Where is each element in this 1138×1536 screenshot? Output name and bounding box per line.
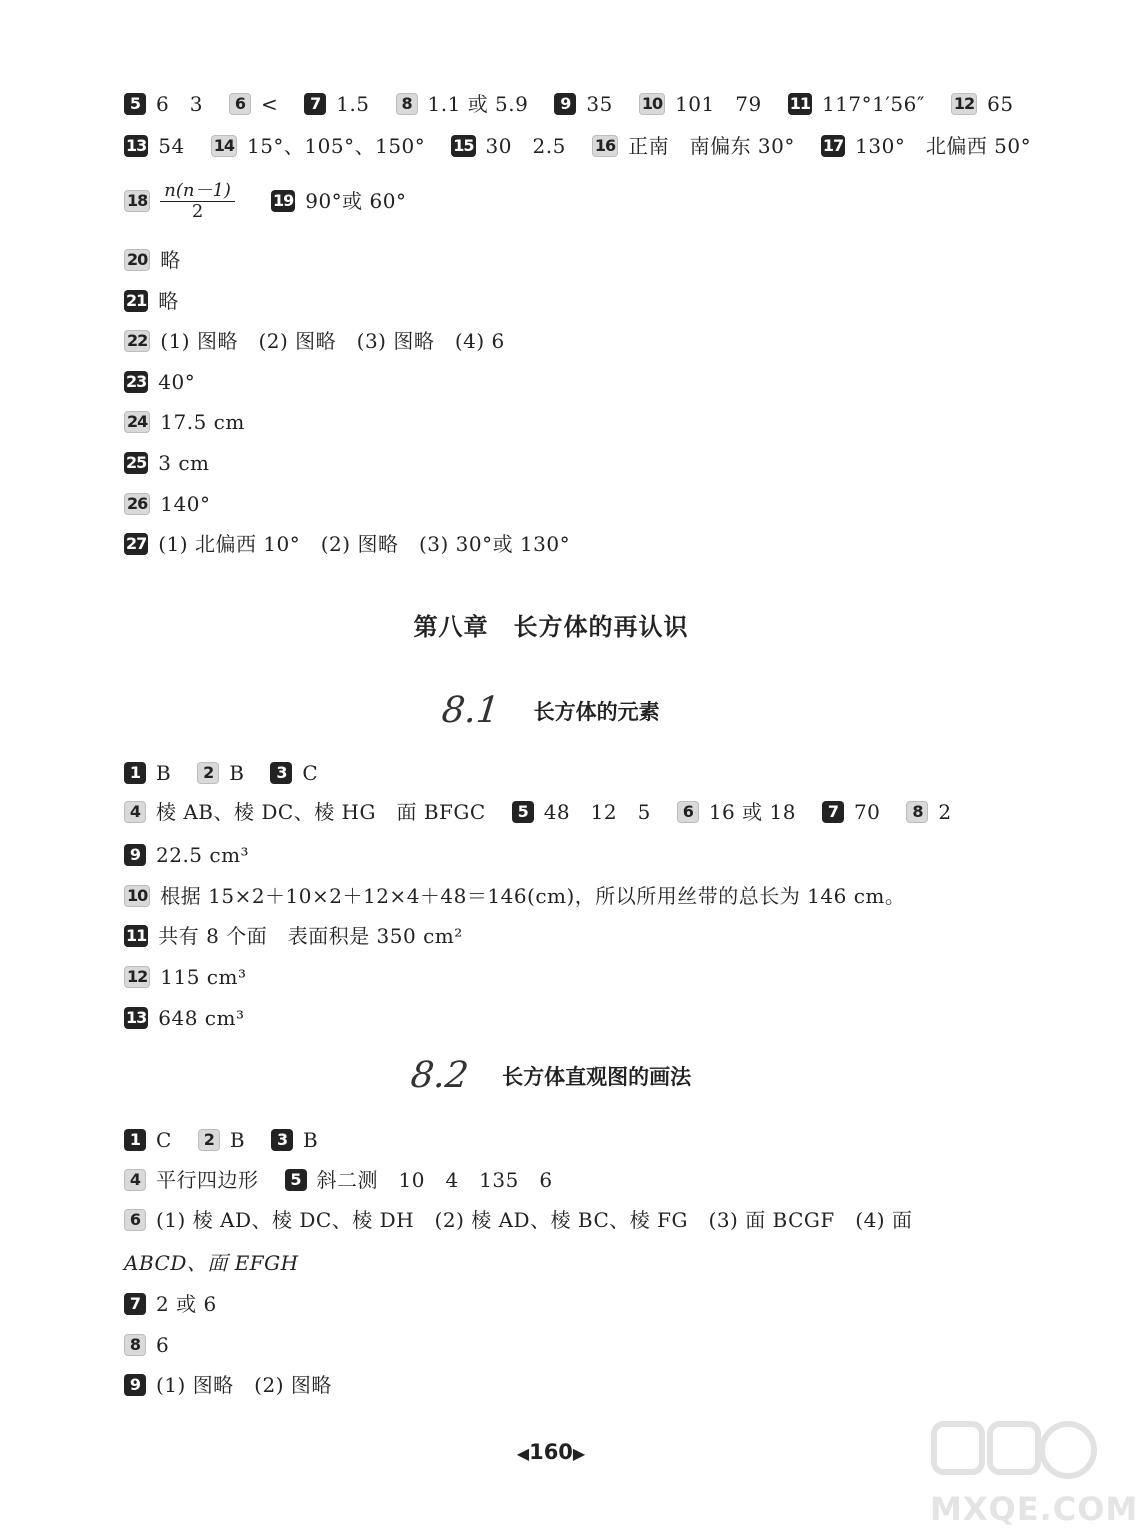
question-number-badge: 1 [124,1129,146,1151]
answer-item-5 [124,90,203,118]
answer-item-6 [229,90,278,118]
triangle-left-icon: ◀ [516,1443,530,1463]
question-number-badge: 8 [906,801,928,823]
section-heading-8-1 [0,690,1102,731]
answer-item-5 [285,1166,553,1194]
section-number: 8.1 [440,690,502,731]
answer-item-23 [124,368,195,396]
answer-item-7 [304,90,369,118]
answer-text: 平行四边形 [156,1168,259,1192]
question-number-badge: 17 [822,136,844,155]
answer-text: (1) 图略 (2) 图略 [156,1373,332,1397]
page-number-text: 160 [529,1440,573,1464]
question-number-badge: 8 [396,93,418,115]
answer-item-12 [951,90,1014,118]
answer-text: 117°1′56″ [821,92,925,116]
answer-item-10 [639,90,762,118]
section-title: 长方体的元素 [533,699,660,724]
answer-text: 648 cm³ [158,1005,245,1030]
answer-item-4 [124,1166,259,1194]
answer-item-1 [124,1126,172,1154]
answer-row-21 [124,287,1054,315]
answer-item-7 [124,1290,217,1318]
answer-text: 65 [987,92,1014,116]
answer-item-15 [451,132,566,160]
fraction [160,181,235,222]
answer-item-5 [512,798,651,826]
answer-text: 35 [586,92,613,116]
question-number-badge: 23 [126,371,147,391]
answer-text: 70 [853,800,881,824]
answer-text: 140° [160,491,211,516]
question-number-badge: 9 [124,1374,146,1396]
question-number-badge: 13 [126,1007,147,1027]
answer-item-16 [592,132,795,160]
question-number-badge: 9 [554,93,576,115]
answer-item-11 [788,90,925,118]
answer-item-4 [124,798,486,826]
question-number-badge: 19 [272,191,294,210]
question-number-badge: 9 [124,844,146,866]
answer-text: 115 cm³ [160,965,247,990]
answer-row-20 [124,246,1054,274]
section-title: 长方体直观图的画法 [502,1064,692,1089]
question-number-badge: 5 [285,1169,307,1191]
answer-item-10 [124,882,905,910]
answer-item-18 [124,181,235,222]
question-number-badge: 2 [198,1129,220,1151]
answer-text: B [303,1128,319,1152]
answer-item-3 [271,1126,318,1154]
question-number-badge: 2 [197,762,219,784]
section-number: 8.2 [408,1055,471,1096]
answer-text: 共有 8 个面 表面积是 350 cm² [158,924,463,949]
answer-text: 17.5 cm [160,410,245,435]
question-number-badge: 16 [592,135,618,157]
triangle-right-icon: ▶ [572,1443,586,1463]
answer-row-26 [124,490,1054,518]
question-number-badge: 24 [124,411,150,433]
answer-row-12 [124,963,1054,991]
answer-row-10 [124,882,1054,910]
answer-text: (1) 图略 (2) 图略 (3) 图略 (4) 6 [160,329,505,354]
question-number-badge: 4 [124,801,146,823]
answer-text: 2 或 6 [156,1292,217,1316]
answer-row-9 [124,841,1054,869]
answer-row-11 [124,922,1054,950]
answer-row-18-19 [124,178,1054,224]
answer-text: 正南 南偏东 30° [628,134,795,158]
question-number-badge: 7 [304,93,326,115]
answer-text: 斜二测 10 4 135 6 [316,1168,553,1192]
answer-item-24 [124,408,245,436]
answer-row-4-8 [124,798,1054,826]
answer-text: 54 [158,134,185,158]
section-heading-8-2 [0,1055,1102,1096]
answer-item-13 [124,132,185,160]
answer-row-9 [124,1371,1054,1399]
question-number-badge: 15 [453,136,474,155]
answer-item-8 [906,798,951,826]
answer-text: 略 [158,288,179,313]
answer-text: 2 [938,800,952,824]
question-number-badge: 10 [124,885,150,907]
question-number-badge: 21 [126,290,147,310]
answer-item-2 [198,1126,245,1154]
answer-row-1-3 [124,1126,1054,1154]
question-number-badge: 20 [124,249,150,271]
question-number-badge: 12 [951,93,977,115]
answer-text: 90°或 60° [305,189,407,213]
question-number-badge: 26 [124,493,150,515]
answer-item-6 [677,798,796,826]
question-number-badge: 13 [126,136,147,155]
answer-row-23 [124,368,1054,396]
answer-text: ABCD、面 EFGH [124,1251,299,1275]
question-number-badge: 7 [822,801,844,823]
question-number-badge: 12 [124,966,150,988]
answer-item-8 [124,1331,169,1359]
answer-item-21 [124,287,179,315]
question-number-badge: 11 [789,94,810,113]
question-number-badge: 6 [229,93,251,115]
answer-row-13-17 [124,132,1054,160]
answer-item-6 [124,1206,912,1234]
answer-text: C [302,761,319,785]
question-number-badge: 6 [677,801,699,823]
answer-text: C [156,1128,172,1152]
answer-row-4-5 [124,1166,1054,1194]
question-number-badge: 14 [211,135,237,157]
answer-item-9 [124,1371,332,1399]
answer-item-1 [124,759,171,787]
answer-item-13 [124,1004,244,1032]
answer-text: 6 [156,1332,170,1357]
answer-item-27 [124,530,570,558]
chapter-title: 第八章 长方体的再认识 [413,613,689,641]
answer-text: < [260,92,279,116]
answer-item-8 [396,90,529,118]
question-number-badge: 11 [126,926,147,946]
answer-item-25 [124,449,210,477]
answer-row-6 [124,1206,1054,1234]
answer-row-1-3 [124,759,1054,787]
answer-text: 根据 15×2＋10×2＋12×4＋48＝146(cm)，所以所用丝带的总长为 146 cm。 [160,883,906,908]
answer-row-27 [124,530,1054,558]
answer-row-24 [124,408,1054,436]
answer-text: 40° [158,369,196,394]
answer-item-19 [271,187,407,215]
fraction-denominator: 2 [191,200,204,222]
answer-row-8 [124,1331,1054,1359]
answer-item-11 [124,922,463,950]
answer-text: 48 12 5 [543,800,651,824]
question-number-badge: 5 [124,93,146,115]
answer-text: 15°、105°、150° [246,134,426,158]
answer-item-7 [822,798,880,826]
answer-item-17 [821,132,1031,160]
question-number-badge: 10 [639,93,665,115]
answer-item-20 [124,246,181,274]
question-number-badge: 8 [124,1334,146,1356]
question-number-badge: 25 [126,453,147,472]
answer-text: 16 或 18 [708,800,796,824]
answer-text: 6 3 [156,92,203,116]
answer-row-5-12 [124,90,1054,118]
answer-row-25 [124,449,1054,477]
answer-item-26 [124,490,210,518]
answer-item-22 [124,327,505,355]
answer-item-14 [211,132,426,160]
answer-text: 1.1 或 5.9 [427,92,529,116]
fraction-numerator: n(n－1) [160,181,235,202]
question-number-badge: 4 [124,1169,146,1191]
answer-row-6-continued [124,1249,1054,1277]
answer-row-13 [124,1004,1054,1032]
question-number-badge: 22 [124,330,150,352]
answer-row-7 [124,1290,1054,1318]
question-number-badge: 3 [271,1129,293,1151]
question-number-badge: 3 [270,762,292,784]
question-number-badge: 7 [124,1293,146,1315]
answer-text: B [156,761,172,785]
answer-text: 22.5 cm³ [156,843,250,867]
question-number-badge: 18 [124,190,150,212]
question-number-badge: 6 [124,1209,146,1231]
answer-text: 101 79 [675,92,762,116]
question-number-badge: 1 [124,762,146,784]
answer-text: 30 2.5 [485,134,566,158]
answer-item-2 [197,759,244,787]
answer-text: 130° 北偏西 50° [855,134,1032,158]
answer-item-3 [270,759,318,787]
answer-text: B [229,761,245,785]
answer-text: (1) 棱 AD、棱 DC、棱 DH (2) 棱 AD、棱 BC、棱 FG (3) 面 BCGF (4) 面 [156,1208,913,1232]
answer-text: 略 [160,248,181,272]
answer-text: B [229,1128,246,1152]
answer-item-12 [124,963,246,991]
answer-text: 1.5 [336,92,370,116]
answer-item-9 [124,841,249,869]
question-number-badge: 5 [512,801,534,823]
answer-text: 棱 AB、棱 DC、棱 HG 面 BFGC [156,800,486,824]
answer-row-22 [124,327,1054,355]
answer-text: 3 cm [158,451,210,475]
question-number-badge: 27 [126,534,147,554]
watermark-text: MXQE.COM [930,1490,1138,1528]
answer-item-9 [554,90,612,118]
answer-text: (1) 北偏西 10° (2) 图略 (3) 30°或 130° [158,532,571,557]
